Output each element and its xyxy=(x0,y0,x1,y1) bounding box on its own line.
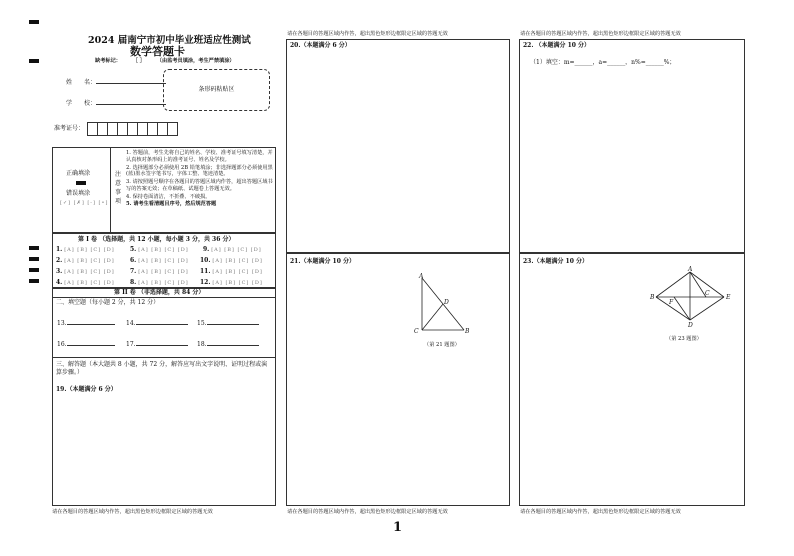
figure-21-caption: （第 21 题图） xyxy=(424,342,460,348)
timing-mark xyxy=(29,59,39,63)
label-f: F xyxy=(669,299,674,306)
answer-options[interactable]: [A] [B] [C] [D] xyxy=(64,247,115,253)
question-number: 10. xyxy=(200,257,211,264)
instruction-item: 3. 请按照题号顺序在各题目的答题区域内作答，超出答题区域书写的答案无效；在草稿纸、试题卷上答题无效。 xyxy=(126,179,273,192)
figure-21 xyxy=(410,272,480,336)
label-d: D xyxy=(444,299,449,306)
instruction-item: 2. 选择题部分必须使用 2B 铅笔填涂；非选择题部分必须使用黑(蓝)墨水签字笔书写，字体工整、笔迹清楚。 xyxy=(126,164,273,178)
timing-mark xyxy=(29,257,39,261)
answer-options[interactable]: [A] [B] [C] [D] xyxy=(212,269,263,275)
figure-23-caption: （第 23 题图） xyxy=(666,336,702,342)
warning-bottom: 请在各题目的答题区域内作答，超出黑色矩形边框限定区域的答题无效 xyxy=(287,509,448,515)
label-b: B xyxy=(465,328,470,335)
answer-options[interactable]: [A] [B] [C] [D] xyxy=(138,280,189,286)
wrong-fill-examples: [✓] [✗] [-] [•] xyxy=(60,200,109,206)
answer-options[interactable]: [A] [B] [C] [D] xyxy=(64,280,115,286)
timing-mark xyxy=(29,246,39,250)
instructions-side-label: 注意事项 xyxy=(115,171,122,205)
fill-blank-item[interactable]: 16. xyxy=(57,341,115,349)
segment-ab xyxy=(656,272,690,297)
absent-checkbox[interactable]: ［ ］ xyxy=(132,58,145,64)
question-number: 2. xyxy=(56,257,63,264)
question-number: 8. xyxy=(130,279,137,286)
section1-title: 第 I 卷 （选择题，共 12 小题，每小题 3 分，共 36 分） xyxy=(78,236,235,243)
question-number: 9. xyxy=(203,246,210,253)
label-a: A xyxy=(688,266,693,273)
warning-bottom: 请在各题目的答题区域内作答，超出黑色矩形边框限定区域的答题无效 xyxy=(520,509,681,515)
segment-fd xyxy=(674,297,690,320)
answer-options[interactable]: [A] [B] [C] [D] xyxy=(212,280,263,286)
figure-23 xyxy=(648,266,738,330)
label-d: D xyxy=(688,322,693,329)
warning-top: 请在各题目的答题区域内作答，超出黑色矩形边框限定区域的答题无效 xyxy=(287,31,448,37)
triangle-21 xyxy=(422,278,464,330)
label-c: C xyxy=(414,328,419,335)
section2-title: 第 II 卷 （非选择题，共 84 分） xyxy=(114,289,205,296)
solve-title: 三、解答题（本大题共 8 小题，共 72 分，解答应写出文字说明、证明过程或演算步骤。） xyxy=(56,361,268,376)
label-e: E xyxy=(726,294,731,301)
fill-blank-item[interactable]: 17. xyxy=(126,341,188,349)
label-a: A xyxy=(419,273,424,280)
fill-blank-item[interactable]: 13. xyxy=(57,320,115,328)
timing-mark xyxy=(29,20,39,24)
correct-fill-label: 正确填涂 xyxy=(66,170,91,177)
answer-options[interactable]: [A] [B] [C] [D] xyxy=(138,258,189,264)
answer-options[interactable]: [A] [B] [C] [D] xyxy=(211,247,262,253)
segment-ac xyxy=(690,272,706,297)
answer-options[interactable]: [A] [B] [C] [D] xyxy=(212,258,263,264)
fill-blank-title: 二、填空题（每小题 2 分，共 12 分） xyxy=(56,299,160,306)
question-number: 3. xyxy=(56,268,63,275)
question-20-label: 20.（本题满分 6 分） xyxy=(290,42,351,49)
wrong-fill-label: 错误填涂 xyxy=(66,190,91,197)
instruction-item: 1. 答题前，考生先将自己的姓名、学校、准考证号填写清楚，并认真核对条形码上的准考证号、姓名及学校。 xyxy=(126,150,273,163)
answer-options[interactable]: [A] [B] [C] [D] xyxy=(64,258,115,264)
exam-title: 2024 届南宁市初中毕业班适应性测试 xyxy=(88,35,251,46)
label-c: C xyxy=(705,290,710,297)
instruction-item: 5. 请考生看清题目序号，然后规范答题 xyxy=(126,201,217,208)
warning-top: 请在各题目的答题区域内作答，超出黑色矩形边框限定区域的答题无效 xyxy=(520,31,681,37)
correct-fill-example xyxy=(76,181,86,185)
question-number: 6. xyxy=(130,257,137,264)
instruction-list xyxy=(126,150,273,208)
question-21-label: 21.（本题满分 10 分） xyxy=(290,258,355,265)
fill-blank-item[interactable]: 15. xyxy=(197,320,259,328)
question-number: 1. xyxy=(56,246,63,253)
page-number: 1 xyxy=(393,520,403,535)
segment-cd xyxy=(422,304,443,330)
question-number: 12. xyxy=(200,279,211,286)
warning-bottom: 请在各题目的答题区域内作答，超出黑色矩形边框限定区域的答题无效 xyxy=(52,509,213,515)
label-b: B xyxy=(650,294,655,301)
question-22-label: 22. （本题满分 10 分） xyxy=(523,42,591,49)
answer-options[interactable]: [A] [B] [C] [D] xyxy=(138,269,189,275)
fill-blank-item[interactable]: 14. xyxy=(126,320,188,328)
barcode-area: 条形码粘贴区 xyxy=(163,69,270,111)
question-number: 4. xyxy=(56,279,63,286)
question-23-label: 23.（本题满分 10 分） xyxy=(523,258,588,265)
question-number: 7. xyxy=(130,268,137,275)
question-number: 5. xyxy=(130,246,137,253)
question-19-label: 19.（本题满分 6 分） xyxy=(56,386,117,393)
ticket-number-field[interactable]: 准考证号： xyxy=(54,122,178,136)
answer-box-22[interactable] xyxy=(519,39,745,253)
answer-box-20[interactable] xyxy=(286,39,510,253)
answer-options[interactable]: [A] [B] [C] [D] xyxy=(64,269,115,275)
card-title: 数学答题卡 xyxy=(130,45,185,58)
segment-ed xyxy=(690,297,724,320)
school-field[interactable]: 学 校： xyxy=(66,100,166,108)
fill-blank-item[interactable]: 18. xyxy=(197,341,259,349)
answer-area-19[interactable] xyxy=(56,396,272,502)
question-22-fill[interactable]: （1）填空：m=______，a=______，n%=______%； xyxy=(530,59,676,66)
name-field[interactable]: 姓 名： xyxy=(66,79,166,87)
question-number: 11. xyxy=(200,268,211,275)
timing-mark xyxy=(29,279,39,283)
absent-label: 缺考标记： ［ ］ （由监考员填涂，考生严禁填涂） xyxy=(95,58,235,64)
figure-23-lines xyxy=(656,272,724,320)
instruction-item: 4. 保持卷面清洁，不折叠、不破损。 xyxy=(126,193,211,200)
answer-options[interactable]: [A] [B] [C] [D] xyxy=(138,247,189,253)
timing-mark xyxy=(29,268,39,272)
